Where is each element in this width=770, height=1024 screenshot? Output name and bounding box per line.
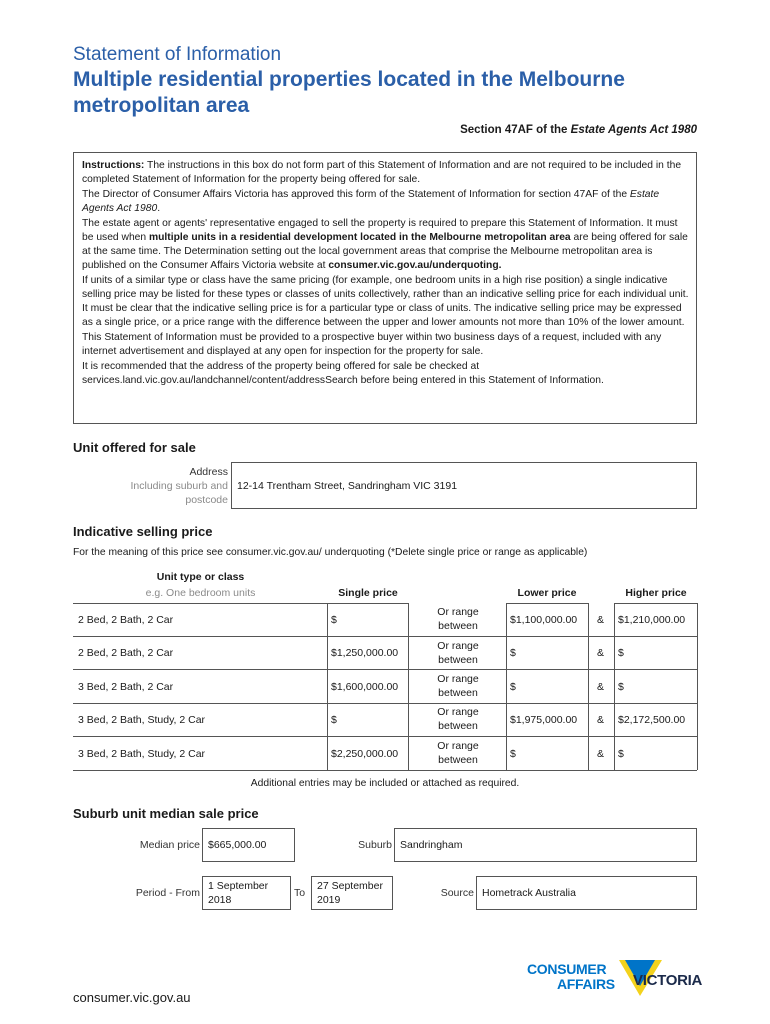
row-single-price[interactable]: $1,250,000.00 xyxy=(331,647,399,659)
range-label-2: between xyxy=(438,720,478,732)
title-line-2: metropolitan area xyxy=(73,94,250,117)
range-label-1: Or range xyxy=(437,740,479,752)
address-label-line3: postcode xyxy=(185,494,228,506)
period-to-line1: 27 September xyxy=(317,880,383,892)
instructions-p4: If units of a similar type or class have the same pricing (for example, one bedroom units in a high rise position) a single indicative selling price may be listed for these types or classes of units collectively, rather than an indicative selling price for each individual unit. It must be clear that the indicative selling price is for a particular type or class of units. The indicative selling price may be expressed as a single price, or a price range with the difference between the upper and lower amounts not more than 10% of the lower amount. xyxy=(82,275,689,328)
footer-website[interactable]: consumer.vic.gov.au xyxy=(73,990,191,1005)
instructions-p3-b: multiple units in a residential development located in the Melbourne metropolitan area xyxy=(148,232,571,243)
instructions-box xyxy=(73,152,697,424)
row-higher-price[interactable]: $ xyxy=(618,647,624,659)
instructions-p3-a: The estate agent or agents' representative engaged to sell the property is required to prepare this Statement of Information. It must be used when xyxy=(82,218,678,243)
range-label-2: between xyxy=(438,687,478,699)
period-to-value xyxy=(317,879,383,907)
suburb-field[interactable] xyxy=(394,828,697,862)
suburb-label: Suburb xyxy=(358,839,392,851)
row-lower-price[interactable]: $ xyxy=(510,747,516,760)
row-higher-price[interactable]: $1,210,000.00 xyxy=(618,614,686,626)
row-higher-price[interactable]: $2,172,500.00 xyxy=(618,714,686,726)
period-to-field[interactable] xyxy=(311,876,393,910)
row-lower-price[interactable]: $ xyxy=(510,647,516,659)
underquoting-link[interactable]: consumer.vic.gov.au/underquoting. xyxy=(328,260,502,271)
period-to-label: To xyxy=(294,887,306,899)
consumer-affairs-victoria-logo xyxy=(527,958,702,1008)
period-from-value xyxy=(208,879,268,907)
row-lower-price[interactable]: $ xyxy=(510,680,516,693)
address-field[interactable] xyxy=(231,462,697,509)
source-value: Hometrack Australia xyxy=(482,887,576,899)
instructions-p2-end: . xyxy=(157,203,161,214)
source-label: Source xyxy=(440,887,474,899)
logo-victoria: VICTORIA xyxy=(633,972,702,989)
additional-entries-note: Additional entries may be included or attached as required. xyxy=(250,778,520,789)
ampersand: & xyxy=(597,747,605,760)
row-higher-price[interactable]: $ xyxy=(618,747,624,760)
median-price-label: Median price xyxy=(139,839,200,851)
row-lower-price[interactable]: $1,100,000.00 xyxy=(510,614,578,626)
section-act: Estate Agents Act 1980 xyxy=(570,124,697,136)
ampersand: & xyxy=(597,614,605,626)
instructions-p2-text: The Director of Consumer Affairs Victoria has approved this form of the Statement of Information for section 47AF of the xyxy=(82,189,630,200)
range-label-2: between xyxy=(438,654,478,666)
range-label xyxy=(412,639,504,667)
section-prefix: Section 47AF of the xyxy=(460,124,571,136)
row-higher-price[interactable]: $ xyxy=(618,680,624,693)
range-label-2: between xyxy=(438,754,478,766)
median-heading: Suburb unit median sale price xyxy=(73,806,259,821)
row-lower-price[interactable]: $1,975,000.00 xyxy=(510,714,578,726)
median-price-field[interactable] xyxy=(202,828,295,862)
range-label xyxy=(412,672,504,700)
range-label-2: between xyxy=(438,620,478,632)
address-label-line1: Address xyxy=(189,466,228,478)
instructions-p3-c: are being offered for sale at the same time. The Determination setting out the local government areas that comprise the Melbourne metropolitan area is published on the Consumer Affairs Victoria website at xyxy=(82,232,688,271)
instructions-label: Instructions: xyxy=(82,160,145,171)
col-header-type-hint: e.g. One bedroom units xyxy=(145,587,256,599)
unit-offered-heading: Unit offered for sale xyxy=(73,440,196,455)
row-unit-type: 3 Bed, 2 Bath, Study, 2 Car xyxy=(78,747,206,760)
range-label xyxy=(412,739,504,767)
address-label-line2: Including suburb and xyxy=(130,480,228,492)
range-label xyxy=(412,705,504,733)
instructions-p2 xyxy=(82,188,690,216)
col-header-higher: Higher price xyxy=(625,587,687,599)
suburb-value: Sandringham xyxy=(400,839,463,851)
section-reference xyxy=(460,124,697,136)
row-unit-type: 2 Bed, 2 Bath, 2 Car xyxy=(78,647,174,659)
row-single-price[interactable]: $ xyxy=(331,714,337,726)
instructions-p1 xyxy=(82,159,690,187)
page-title xyxy=(73,67,713,119)
address-value: 12-14 Trentham Street, Sandringham VIC 3191 xyxy=(237,479,458,492)
range-label-1: Or range xyxy=(437,673,479,685)
col-header-lower: Lower price xyxy=(517,587,577,599)
logo-consumer: CONSUMER xyxy=(527,961,607,977)
source-field[interactable] xyxy=(476,876,697,910)
period-from-line1: 1 September xyxy=(208,880,269,892)
document-type: Statement of Information xyxy=(73,44,282,65)
indicative-note: For the meaning of this price see consumer.vic.gov.au/ underquoting (*Delete single price or range as applicable) xyxy=(73,547,588,558)
median-price-value: $665,000.00 xyxy=(208,839,267,851)
period-from-line2: 2018 xyxy=(208,894,232,906)
ampersand: & xyxy=(597,647,605,659)
range-label-1: Or range xyxy=(437,706,479,718)
ampersand: & xyxy=(597,680,605,693)
period-to-line2: 2019 xyxy=(317,894,341,906)
range-label xyxy=(412,605,504,633)
instructions-p1-text: The instructions in this box do not form part of this Statement of Information and are not required to be included in the completed Statement of Information for the property being offered for sale. xyxy=(82,160,682,185)
instructions-p3 xyxy=(82,217,690,273)
indicative-heading: Indicative selling price xyxy=(73,524,213,539)
range-label-1: Or range xyxy=(437,640,479,652)
period-from-label: Period - From xyxy=(135,887,200,899)
row-single-price[interactable]: $1,600,000.00 xyxy=(331,680,399,693)
range-label-1: Or range xyxy=(437,606,479,618)
logo-affairs: AFFAIRS xyxy=(557,976,615,992)
address-label xyxy=(100,465,228,507)
instructions-p6: It is recommended that the address of the property being offered for sale be checked at services.land.vic.gov.au/landchannel/content/addressSearch before being entered in this Statement of Information. xyxy=(82,361,604,386)
col-header-type: Unit type or class xyxy=(156,571,245,583)
period-from-field[interactable] xyxy=(202,876,291,910)
col-header-single: Single price xyxy=(338,587,398,599)
row-single-price[interactable]: $ xyxy=(331,614,337,626)
row-unit-type: 2 Bed, 2 Bath, 2 Car xyxy=(78,614,174,626)
row-single-price[interactable]: $2,250,000.00 xyxy=(331,747,399,760)
ampersand: & xyxy=(597,714,605,726)
instructions-p2-act: Estate Agents Act 1980 xyxy=(82,189,660,214)
row-unit-type: 3 Bed, 2 Bath, 2 Car xyxy=(78,680,174,693)
row-unit-type: 3 Bed, 2 Bath, Study, 2 Car xyxy=(78,714,206,726)
title-line-1: Multiple residential properties located in the Melbourne xyxy=(73,68,625,91)
instructions-p5: This Statement of Information must be provided to a prospective buyer within two business days of a request, included with any internet advertisement and displayed at any open for inspection for the property for sale. xyxy=(82,332,662,357)
